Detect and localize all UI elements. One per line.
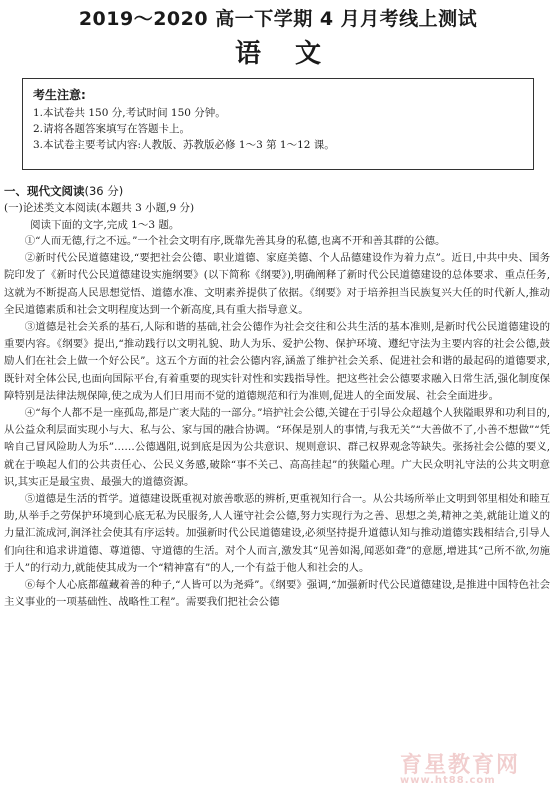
notice-title: 考生注意: [33,88,86,102]
notice-item: 1.本试卷共 150 分,考试时间 150 分钟。 [33,107,226,119]
passage-paragraph: ③道德是社会关系的基石,人际和谐的基础,社会公德作为社会交往和公共生活的基本准则,是新时代公民道德建设的重要内容。《纲要》提出,“推动践行以文明礼貌、助人为乐、爱护公物、保护环境、遵纪守法为主要内容的社会公德,鼓励人们在社会上做一个好公民”。这五个方面的社会公德内容,涵盖了维护社会关系、促进社会和谐的最起码的道德要求,既针对全体公民,也面向国际平台,有着重要的现实针对性和实践指导性。把这些社会公德要求融入日常生活,强化制度保障特别是法律法规保障,使之成为人们日用而不觉的道德规范和行为准则,促进人的全面发展、社会全面进步。 [4,321,550,402]
passage-paragraph: ②新时代公民道德建设,“要把社会公德、职业道德、家庭美德、个人品德建设作为着力点”。近日,中共中央、国务院印发了《新时代公民道德建设实施纲要》(以下简称《纲要》),明确阐释了新时代公民道德建设的总体要求、重点任务,这就为不断提高人民思想觉悟、道德水准、文明素养提供了依据。《纲要》对于培养担当民族复兴大任的时代新人,推动全民道德素质和社会文明程度达到一个新高度,具有重大指导意义。 [4,252,550,316]
watermark-logo [400,748,550,788]
section-heading [4,183,123,199]
passage-paragraph: ⑤道德是生活的哲学。道德建设既重视对旅善歌恶的辨析,更重视知行合一。从公共场所举止文明到邻里相处和睦互助,从举手之劳保护环境到心底无私为民服务,人人谨守社会公德,努力实现行为之善、思想之美,精神之美,就能让道义的力量汇流成河,润泽社会使其有序运转。加强新时代公民道德建设,必须坚持提升道德认知与推动道德实践相结合,引导人们向往和追求讲道德、尊道德、守道德的生活。对个人而言,激发其“见善如渴,闻恶如聋”的意愿,增进其“己所不欲,勿施于人”的行动力,就能使其成为一个“精神富有”的人,一个有益于他人和社会的人。 [4,493,550,574]
section-points: (36 分) [84,184,124,198]
subject-title: 语文 [234,39,355,69]
watermark-url: www.ht88.com [400,775,496,786]
passage-paragraph: ①“人而无德,行之不远。”一个社会文明有序,既靠先善其身的私德,也离不开和善其群的公德。 [24,235,446,247]
watermark-text: 育星教育网 [400,753,521,778]
section-title: 一、现代文阅读 [4,184,85,198]
passage-paragraph: ⑥每个人心底都蕴藏着善的种子,“人皆可以为尧舜”。《纲要》强调,“加强新时代公民道德建设,是推进中国特色社会主义事业的一项基础性、战略性工程”。需要我们把社会公德 [4,579,550,609]
notice-box [22,78,534,170]
subsection-heading: (一)论述类文本阅读(本题共 3 小题,9 分) [4,202,195,214]
exam-title: 2019～2020 高一下学期 4 月月考线上测试 [78,8,478,30]
reading-instruction: 阅读下面的文字,完成 1～3 题。 [30,219,180,231]
passage-body [4,233,550,611]
passage-paragraph: ④“每个人都不是一座孤岛,都是广袤大陆的一部分。”培护社会公德,关键在于引导公众超越个人狭隘眼界和功利目的,从公益众利层面实现小与大、私与公、家与国的融合协调。“环保是别人的事情,与我无关”“大善做不了,小善不想做”“凭啥自己冒风险助人为乐”……公德遇阻,说到底是因为公共意识、规则意识、群己权界观念等缺失。张扬社会公德的要义,就在于唤起人们的公共责任心、公民义务感,破除“事不关己、高高挂起”的狭隘心理。广大民众明礼守法的公共文明意识,其实正是最宝贵、最强大的道德资源。 [4,407,550,488]
notice-item: 2.请将各题答案填写在答题卡上。 [33,123,191,135]
notice-item: 3.本试卷主要考试内容:人教版、苏教版必修 1～3 第 1～12 课。 [33,139,335,151]
